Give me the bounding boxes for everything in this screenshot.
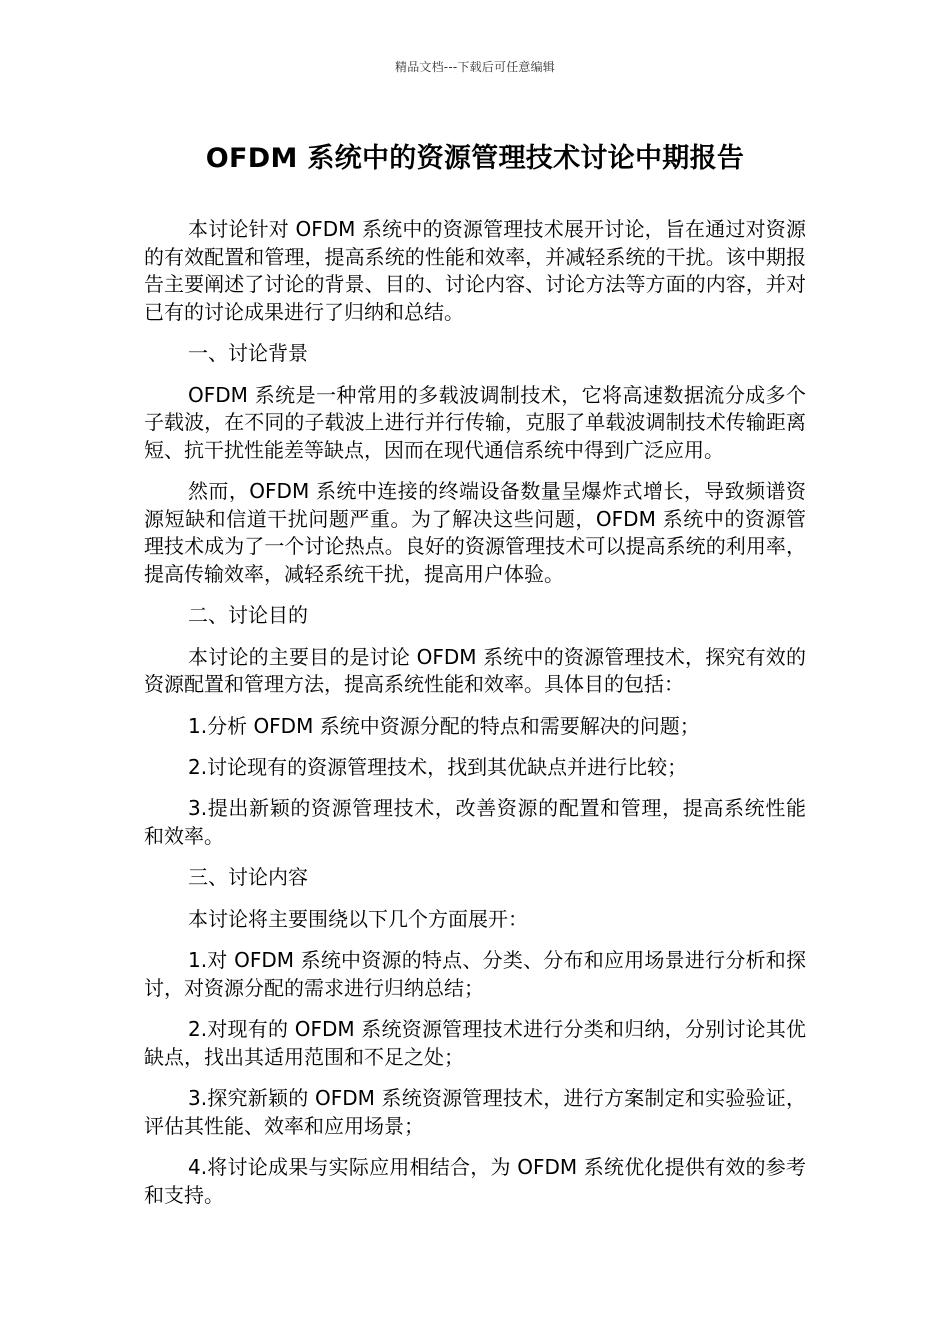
content-item-3: 3.探究新颖的 OFDM 系统资源管理技术，进行方案制定和实验验证，评估其性能、效率和应用场景； — [144, 1086, 806, 1138]
header-note: 精品文档---下载后可任意编辑 — [395, 60, 555, 74]
background-paragraph-2: 然而，OFDM 系统中连接的终端设备数量呈爆炸式增长，导致频谱资源短缺和信道干扰问题严重。为了解决这些问题，OFDM 系统中的资源管理技术成为了一个讨论热点。良好的资源管理技术可以提高系统的利用率，提高传输效率，减轻系统干扰，提高用户体验。 — [144, 479, 806, 586]
content-paragraph: 本讨论将主要围绕以下几个方面展开： — [188, 906, 528, 931]
document-title: OFDM 系统中的资源管理技术讨论中期报告 — [205, 143, 745, 174]
content-item-1: 1.对 OFDM 系统中资源的特点、分类、分布和应用场景进行分析和探讨，对资源分配的需求进行归纳总结； — [144, 948, 806, 1000]
intro-paragraph: 本讨论针对 OFDM 系统中的资源管理技术展开讨论，旨在通过对资源的有效配置和管理，提高系统的性能和效率，并减轻系统的干扰。该中期报告主要阐述了讨论的背景、目的、讨论内容、讨论方法等方面的内容，并对已有的讨论成果进行了归纳和总结。 — [144, 217, 806, 324]
content-item-2: 2.对现有的 OFDM 系统资源管理技术进行分类和归纳，分别讨论其优缺点，找出其适用范围和不足之处； — [144, 1017, 806, 1069]
section-heading-background: 一、讨论背景 — [188, 341, 308, 366]
content-item-4: 4.将讨论成果与实际应用相结合，为 OFDM 系统优化提供有效的参考和支持。 — [144, 1155, 806, 1207]
section-heading-purpose: 二、讨论目的 — [188, 603, 308, 628]
document-body — [144, 216, 806, 1223]
section-heading-content: 三、讨论内容 — [188, 865, 308, 890]
purpose-item-3: 3.提出新颖的资源管理技术，改善资源的配置和管理，提高系统性能和效率。 — [144, 796, 806, 849]
purpose-item-2: 2.讨论现有的资源管理技术，找到其优缺点并进行比较； — [188, 755, 688, 780]
purpose-paragraph: 本讨论的主要目的是讨论 OFDM 系统中的资源管理技术，探究有效的资源配置和管理方法，提高系统性能和效率。具体目的包括： — [144, 644, 806, 697]
purpose-item-1: 1.分析 OFDM 系统中资源分配的特点和需要解决的问题； — [188, 713, 700, 738]
background-paragraph-1: OFDM 系统是一种常用的多载波调制技术，它将高速数据流分成多个子载波，在不同的子载波上进行并行传输，克服了单载波调制技术传输距离短、抗干扰性能差等缺点，因而在现代通信系统中得到广泛应用。 — [144, 382, 806, 462]
